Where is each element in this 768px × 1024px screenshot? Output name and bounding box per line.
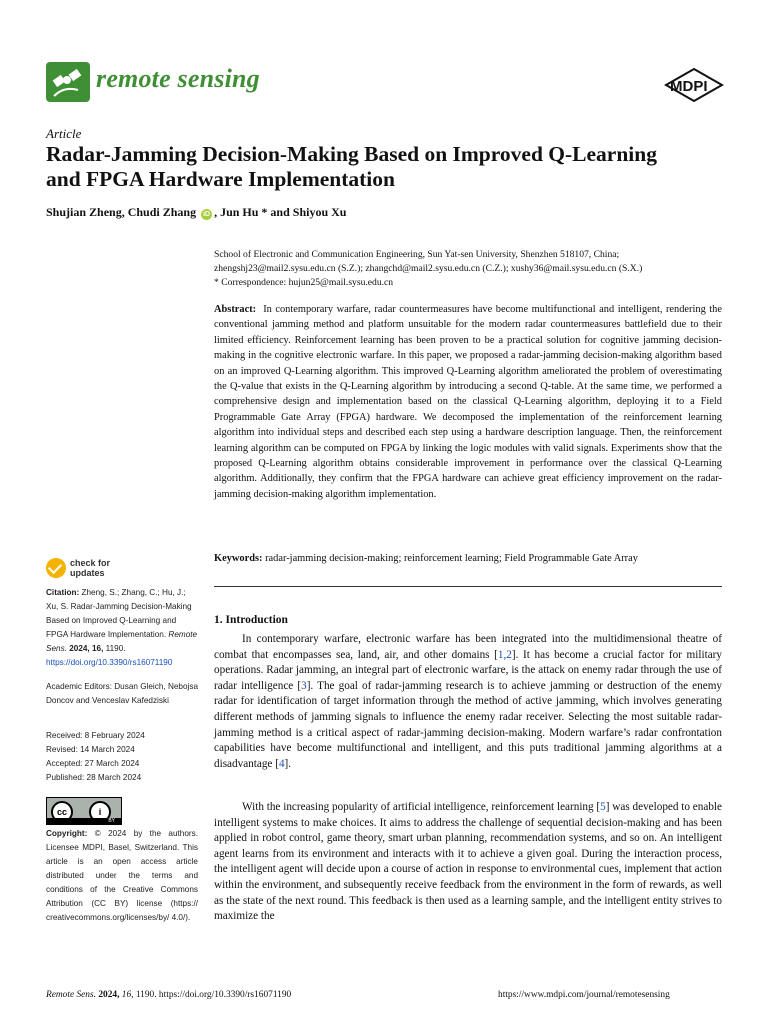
reference-link[interactable]: 5 — [600, 801, 606, 813]
received-date: Received: 8 February 2024 — [46, 731, 145, 740]
abstract-label: Abstract: — [214, 304, 257, 315]
divider — [214, 586, 722, 587]
authors-part-1: Shujian Zheng, Chudi Zhang — [46, 205, 197, 219]
academic-editors: Academic Editors: Dusan Gleich, Nebojsa Doncov and Venceslav Kafedziski — [46, 682, 198, 705]
correspondence: * Correspondence: hujun25@mail.sysu.edu.cn — [214, 277, 394, 288]
cc-icon: cc — [51, 801, 73, 823]
p2-text-a: With the increasing popularity of artificial intelligence, reinforcement learning [ — [242, 801, 601, 813]
footer-citation — [46, 990, 291, 1000]
p1-text-c: ]. The goal of radar-jamming research is to achieve jamming or destruction of the enemy radar for identification of target information through the method of active jamming, which involves generating different methods of jamming signals to influence the enemy radar receiver. Selecting the most suitable radar-jamming method is a critical aspect of radar-jamming decision-making. Modern warfare’s radar confrontation capabilities have become multifunctional and intelligent, and this puts traditional jamming algorithms at a disadvantage [ — [214, 679, 722, 770]
reference-link[interactable]: 1,2 — [497, 648, 512, 661]
attribution-icon: i — [89, 801, 111, 823]
publication-dates — [46, 729, 198, 785]
section-heading-introduction: 1. Introduction — [214, 614, 288, 626]
paragraph-1 — [214, 632, 722, 772]
cc-by-label: BY — [47, 818, 121, 824]
p1-text-b: ]. It has become a crucial factor for military operations. Radar jamming, an integral part of electronic warfare, is the attack on enemy radar through the use of radar intelligence [ — [214, 648, 722, 692]
cc-license-badge[interactable] — [46, 797, 122, 825]
p1-text-a: In contemporary warfare, electronic warfare has been integrated into the multidimensional theatre of combat that encompasses sea, land, air, and other domains [ — [214, 633, 722, 661]
keywords-text: radar-jamming decision-making; reinforcement learning; Field Programmable Gate Array — [265, 553, 638, 564]
satellite-icon — [46, 62, 90, 102]
affiliation — [214, 248, 734, 290]
article-type: Article — [46, 126, 82, 141]
check-icon — [46, 558, 66, 578]
footer-doi[interactable]: 1190. https://doi.org/10.3390/rs16071190 — [135, 990, 292, 1000]
mdpi-logo-text: MDPI — [670, 78, 708, 95]
citation-label: Citation: — [46, 588, 80, 597]
keywords — [214, 553, 722, 564]
citation-journal: Remote Sens. — [46, 630, 198, 653]
citation-year-volume: 2024, 16, — [69, 644, 104, 653]
p1-text-d: ]. — [284, 757, 292, 770]
page-title: Radar-Jamming Decision-Making Based on Improved Q-Learning and FPGA Hardware Implementation — [46, 142, 657, 191]
abstract-text: In contemporary warfare, radar countermeasures have become multifunctional and intelligent, rendering the conventional jamming method and platform unsuitable for the modern radar countermeasures battlefield due to their limited efficiency. Reinforcement learning has been proven to be a practical solution for cognitive jamming decision-making in the cognitive electronic warfare. In this paper, we proposed a radar-jamming decision-making algorithm based on an improved Q-Learning algorithm. This improved Q-Learning algorithm ameliorated the problem of overestimating the Q-value that exists in the Q-Learning algorithm by introducing a second Q-table. At the same time, we performed a comprehensive design and implementation based on the classical Q-Learning algorithm, deploying it to a Field Programmable Gate Array (FPGA) hardware. We decomposed the implementation of the reinforcement learning algorithm into individual steps and described each step using a hardware description language. Then, the reinforcement learning algorithm can be computed on FPGA by linking the logic modules with valid signals. Experiments show that the proposed Q-Learning algorithm obtains considerable improvement in performance over the classical Q-Learning algorithm. Additionally, they confirm that the FPGA hardware can achieve great efficiency improvement on the radar-jamming decision-making algorithm implementation. — [214, 304, 722, 500]
authors-part-2: , Jun Hu * and Shiyou Xu — [214, 205, 347, 219]
journal-name: remote sensing — [96, 64, 260, 93]
orcid-icon[interactable]: iD — [203, 211, 211, 218]
published-date: Published: 28 March 2024 — [46, 773, 142, 782]
check-line-2: updates — [70, 568, 105, 578]
keywords-label: Keywords: — [214, 553, 263, 564]
accepted-date: Accepted: 27 March 2024 — [46, 759, 140, 768]
mdpi-logo — [664, 68, 724, 102]
copyright-label: Copyright: — [46, 829, 88, 838]
citation-block — [46, 586, 198, 670]
revised-date: Revised: 14 March 2024 — [46, 745, 135, 754]
check-line-1: check for — [70, 558, 111, 568]
reference-link[interactable]: 4 — [278, 757, 285, 770]
citation-text: Zheng, S.; Zhang, C.; Hu, J.; Xu, S. Radar-Jamming Decision-Making Based on Improved Q-Learning and FPGA Hardware Implementation. — [46, 588, 192, 639]
footer-volume: 16, — [121, 990, 134, 1000]
author-list — [46, 205, 346, 220]
copyright-text: © 2024 by the authors. Licensee MDPI, Basel, Switzerland. This article is an open access article distributed under the terms and conditions of the Creative Commons Attribution (CC BY) license (https:// creativecommons.org/licenses/by/ 4.0/). — [46, 829, 198, 922]
check-for-updates-badge[interactable] — [46, 558, 112, 580]
footer-journal-url[interactable]: https://www.mdpi.com/journal/remotesensing — [498, 990, 670, 1000]
abstract — [214, 302, 722, 502]
citation-doi-link[interactable]: https://doi.org/10.3390/rs16071190 — [46, 658, 173, 667]
affiliation-text: School of Electronic and Communication Engineering, Sun Yat-sen University, Shenzhen 518107, China; zhengshj23@mail2.sysu.edu.cn (S.Z.); zhangchd@mail2.sysu.edu.cn (C.Z.); xushy36@mail.sysu.edu.cn (S.X.) — [214, 249, 643, 274]
paragraph-2 — [214, 800, 722, 925]
reference-link[interactable]: 3 — [301, 679, 307, 692]
footer-journal: Remote Sens. — [46, 990, 96, 1000]
copyright-notice — [46, 827, 198, 925]
footer-year: 2024, — [98, 990, 120, 1000]
citation-pages: 1190. — [105, 644, 126, 653]
p2-text-b: ] was developed to enable intelligent systems to make choices. It aims to address the challenge of sequential decision-making and has been applied in robot control, game theory, smart urban planning, recommendation systems, and so on. An intelligent agent learns from its environment and interacts with it to achieve a given goal. During the interaction process, the intelligent agent will decide upon a course of action in response to environmental cues, implement that action within the environment, and subsequently receive feedback from the environment in the form of rewards, as well as the state of the next round. This feedback is then used as a learning sample, and the intelligent entity strives to maximize the — [214, 801, 723, 923]
